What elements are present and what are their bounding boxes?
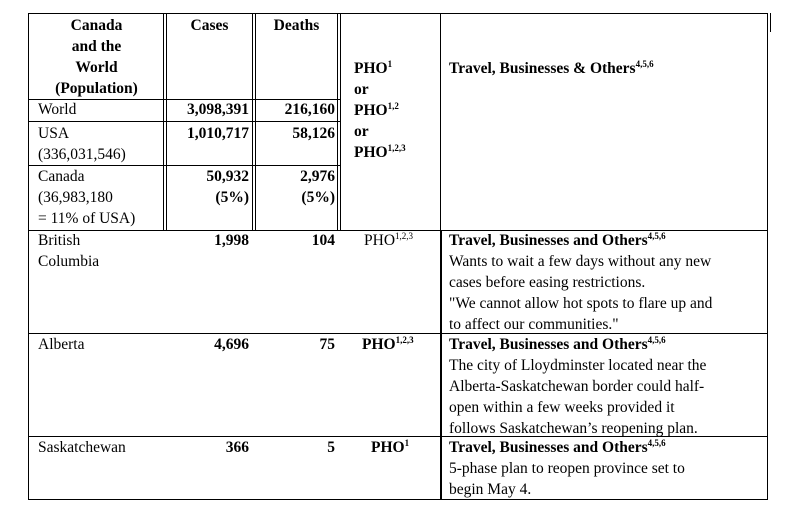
pho-or: or xyxy=(354,81,369,98)
row-bc-name xyxy=(38,230,99,272)
header-region-line: World xyxy=(75,59,118,76)
row-canada-deaths-pct: (5%) xyxy=(301,189,335,206)
grid-line xyxy=(28,13,768,14)
grid-line xyxy=(337,13,338,231)
pho-or: or xyxy=(354,123,369,140)
grid-line xyxy=(163,13,164,231)
travel-text-line: follows Saskatchewan’s reopening plan. xyxy=(449,420,698,437)
travel-heading: Travel, Businesses and Others xyxy=(449,439,648,456)
header-cases: Cases xyxy=(190,17,229,34)
row-sask-travel xyxy=(449,437,685,500)
row-alberta-deaths: 75 xyxy=(319,336,335,353)
row-canada-label: Canada xyxy=(38,168,85,185)
header-region xyxy=(30,15,163,99)
row-usa-deaths: 58,126 xyxy=(292,125,335,142)
pho-label: PHO xyxy=(371,439,405,456)
row-alberta-cases: 4,696 xyxy=(214,336,249,353)
grid-line xyxy=(252,13,253,231)
header-region-line: and the xyxy=(71,38,122,55)
row-usa-label: USA xyxy=(38,125,70,142)
row-usa-name xyxy=(38,123,126,165)
row-world-name: World xyxy=(38,101,77,118)
row-bc-pho xyxy=(364,230,413,251)
travel-text-line: begin May 4. xyxy=(449,481,532,498)
grid-line xyxy=(28,121,341,122)
row-alberta-pho xyxy=(362,334,414,355)
grid-line xyxy=(28,13,29,500)
travel-text-line: Wants to wait a few days without any new xyxy=(449,253,712,270)
row-bc-label: Columbia xyxy=(38,253,100,270)
travel-text-line: Alberta-Saskatchewan border could half- xyxy=(449,378,705,395)
row-sask-deaths: 5 xyxy=(327,439,335,456)
row-bc-travel xyxy=(449,230,712,335)
pho-sup: 1,2,3 xyxy=(395,231,414,241)
row-canada-population: = 11% of USA) xyxy=(38,210,136,227)
row-bc-label: British xyxy=(38,232,81,249)
row-canada-cases-pct: (5%) xyxy=(215,189,249,206)
row-sask-pho xyxy=(371,437,409,458)
grid-line xyxy=(340,13,341,231)
pho-sup: 1 xyxy=(404,438,410,448)
row-world-deaths: 216,160 xyxy=(284,101,335,118)
row-alberta-name: Alberta xyxy=(38,336,85,353)
row-canada-deaths xyxy=(256,166,335,208)
travel-sup: 4,5,6 xyxy=(647,335,666,345)
pho-sup: 1 xyxy=(387,59,393,69)
row-canada-cases-value: 50,932 xyxy=(206,168,249,185)
travel-text-line: to affect our communities." xyxy=(449,316,619,333)
pho-sup: 1,2,3 xyxy=(387,143,406,153)
row-canada-name xyxy=(38,166,135,229)
pho-label: PHO xyxy=(354,144,388,161)
header-travel xyxy=(449,58,654,79)
row-usa-cases: 1,010,717 xyxy=(187,125,249,142)
row-usa-population: (336,031,546) xyxy=(38,146,126,163)
travel-heading: Travel, Businesses and Others xyxy=(449,336,648,353)
travel-text-line: The city of Lloydminster located near the xyxy=(449,357,707,374)
row-bc-deaths: 104 xyxy=(311,232,335,249)
row-canada-cases xyxy=(167,166,249,208)
row-sask-name: Saskatchewan xyxy=(38,439,126,456)
travel-text-line: open within a few weeks provided it xyxy=(449,399,675,416)
pho-sup: 1,2,3 xyxy=(395,335,414,345)
travel-text-line: "We cannot allow hot spots to flare up and xyxy=(449,295,713,312)
grid-line xyxy=(440,13,441,231)
pho-sup: 1,2 xyxy=(387,101,399,111)
header-deaths: Deaths xyxy=(273,17,320,34)
pho-label: PHO xyxy=(362,336,396,353)
travel-text-line: cases before easing restrictions. xyxy=(449,274,646,291)
header-pho xyxy=(354,58,406,163)
travel-sup: 4,5,6 xyxy=(647,231,666,241)
grid-line xyxy=(770,13,771,32)
row-alberta-travel xyxy=(449,334,706,439)
travel-heading: Travel, Businesses and Others xyxy=(449,232,648,249)
grid-line xyxy=(440,231,442,500)
row-bc-cases: 1,998 xyxy=(214,232,249,249)
row-world-cases: 3,098,391 xyxy=(187,101,249,118)
travel-text-line: 5-phase plan to reopen province set to xyxy=(449,460,685,477)
header-region-line: (Population) xyxy=(55,80,138,97)
pho-label: PHO xyxy=(354,60,388,77)
row-sask-cases: 366 xyxy=(225,439,249,456)
pho-label: PHO xyxy=(354,102,388,119)
row-canada-deaths-value: 2,976 xyxy=(300,168,335,185)
grid-line xyxy=(767,13,768,500)
row-canada-population: (36,983,180 xyxy=(38,189,113,206)
header-travel-label: Travel, Businesses & Others xyxy=(449,60,636,77)
travel-sup: 4,5,6 xyxy=(647,438,666,448)
pho-label: PHO xyxy=(364,232,396,249)
header-travel-sup: 4,5,6 xyxy=(635,59,654,69)
header-region-line: Canada xyxy=(70,17,123,34)
